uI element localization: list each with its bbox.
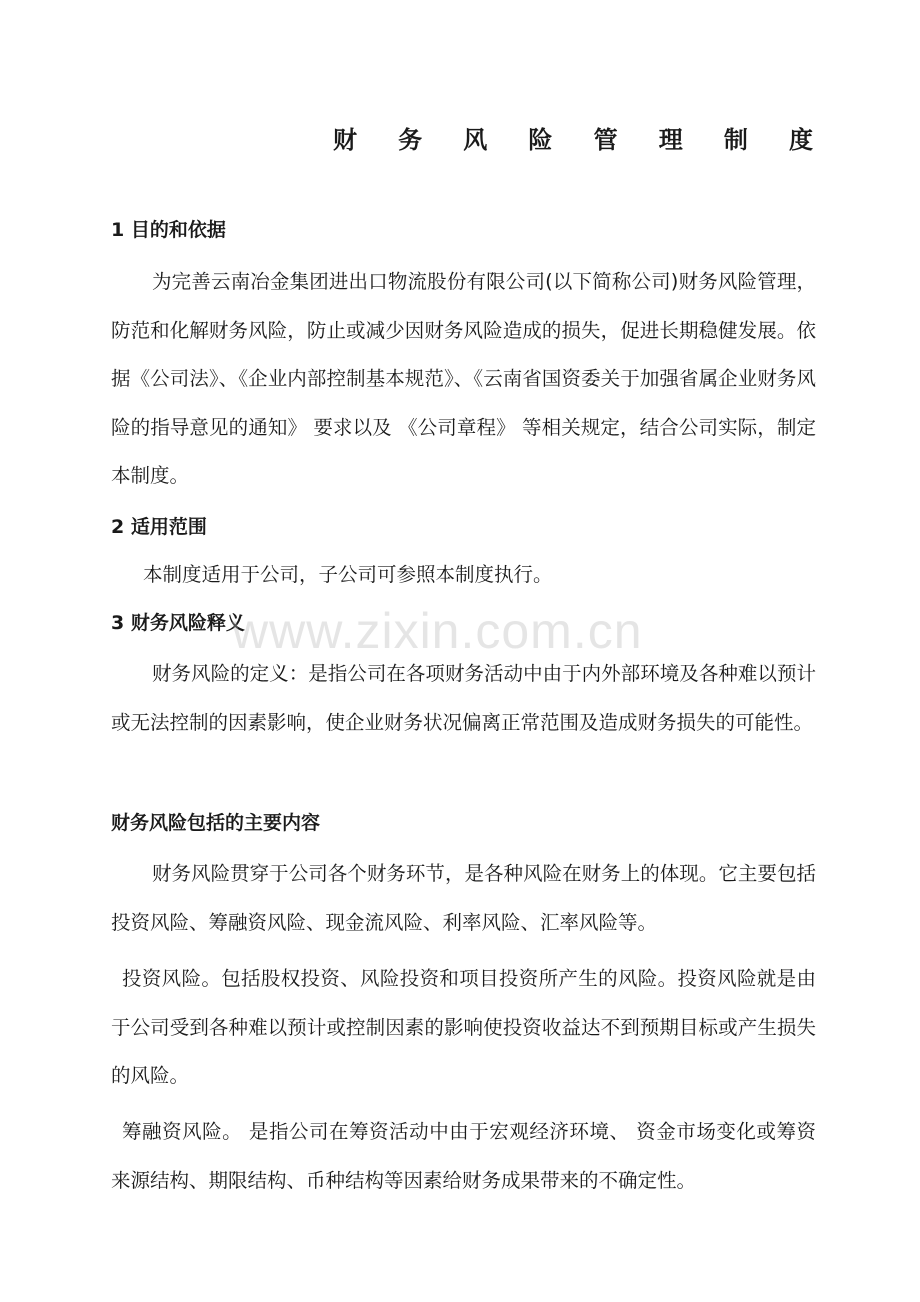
title-char: 险	[528, 126, 553, 154]
title-char: 制	[723, 126, 748, 154]
title-char: 管	[593, 126, 618, 154]
paragraph-scope: 本制度适用于公司，子公司可参照本制度执行。	[143, 563, 553, 586]
section-heading-definition: 3 财务风险释义	[111, 612, 245, 634]
paragraph-investment-risk: 投资风险。包括股权投资、风险投资和项目投资所产生的风险。投资风险就是由于公司受到各种难以预计或控制因素的影响使投资收益达不到预期目标或产生损失的风险。	[111, 967, 816, 1087]
watermark: www.zixin.com.cn	[232, 603, 643, 659]
paragraph-definition: 财务风险的定义：是指公司在各项财务活动中由于内外部环境及各种难以预计或无法控制的因素影响，使企业财务状况偏离正常范围及造成财务损失的可能性。	[111, 662, 816, 734]
document-title	[333, 120, 813, 155]
title-char: 理	[658, 126, 683, 154]
title-char: 务	[398, 126, 423, 154]
paragraph-content: 财务风险贯穿于公司各个财务环节，是各种风险在财务上的体现。它主要包括投资风险、筹融资风险、现金流风险、利率风险、汇率风险等。	[111, 862, 816, 934]
section-heading-scope: 2 适用范围	[111, 516, 207, 538]
title-char: 风	[463, 126, 488, 154]
section-heading-purpose: 1 目的和依据	[111, 219, 226, 241]
title-char: 度	[788, 126, 813, 154]
paragraph-financing-risk: 筹融资风险。 是指公司在筹资活动中由于宏观经济环境、 资金市场变化或筹资来源结构、期限结构、币种结构等因素给财务成果带来的不确定性。	[111, 1120, 816, 1192]
title-char: 财	[333, 126, 357, 154]
paragraph-purpose: 为完善云南冶金集团进出口物流股份有限公司(以下简称公司)财务风险管理，防范和化解财务风险，防止或减少因财务风险造成的损失，促进长期稳健发展。依据《公司法》、《企业内部控制基本规范》、《云南省国资委关于加强省属企业财务风险的指导意见的通知》 要求以及 《公司章程》 等相关规定，结合公司实际，制定本制度。	[111, 270, 816, 487]
section-heading-content: 财务风险包括的主要内容	[111, 812, 321, 834]
